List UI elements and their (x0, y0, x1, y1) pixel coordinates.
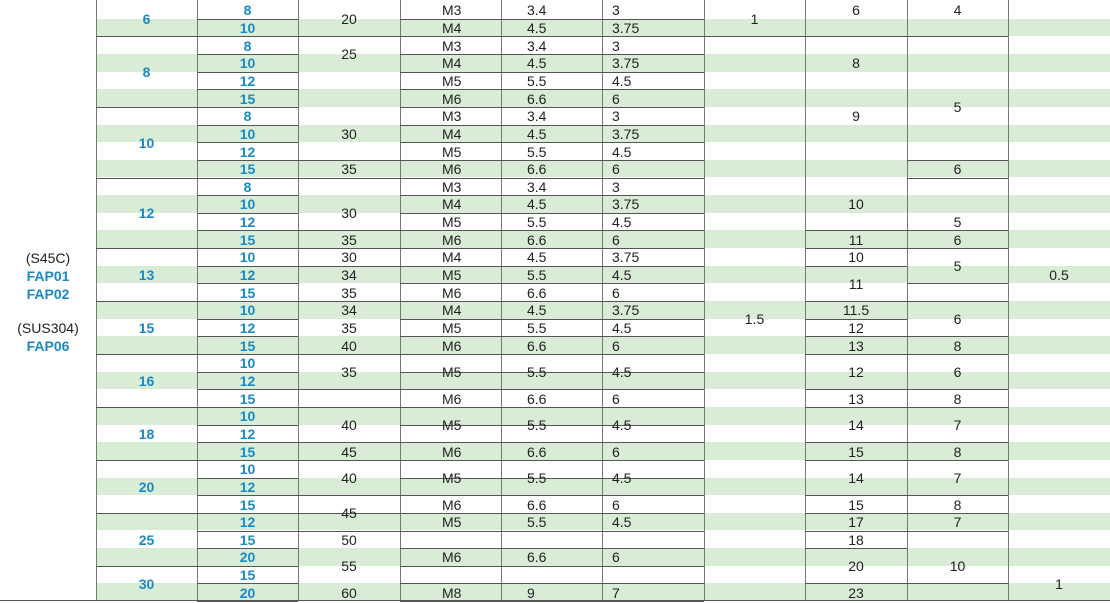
diameter-cell: 15 (138, 320, 155, 337)
width-cell: 17 (848, 514, 864, 531)
length-cell: 15 (239, 90, 256, 107)
thread-cell: M5 (442, 320, 462, 336)
thread-cell: M5 (442, 72, 462, 89)
thread-cell: M4 (442, 19, 462, 36)
column-divider (1008, 0, 1009, 601)
material-name: (S45C) (25, 250, 71, 266)
thread-cell: M3 (442, 178, 462, 195)
length-cell: 15 (239, 337, 256, 354)
pitch-cell: 34 (341, 302, 357, 319)
width-cell: 10 (848, 249, 864, 266)
counterbore-cell: 6 (612, 90, 620, 107)
length-cell: 10 (239, 355, 256, 372)
width-cell: 9 (852, 108, 860, 125)
length-cell: 12 (239, 214, 256, 231)
length-cell: 15 (239, 531, 256, 548)
part-code-fap02: FAP02 (26, 286, 70, 302)
counterbore-cell: 3.75 (612, 125, 640, 142)
hole-dia-cell: 5.5 (527, 514, 547, 531)
height-cell: 7 (953, 514, 962, 531)
hole-dia-cell: 4.5 (527, 302, 547, 319)
length-cell: 8 (243, 178, 252, 195)
diameter-cell: 16 (138, 372, 155, 389)
material-group-sus304 (0, 319, 96, 355)
pitch-cell: 30 (341, 125, 357, 142)
pitch-cell: 35 (341, 231, 357, 248)
hole-dia-cell: 4.5 (527, 19, 547, 36)
pitch-cell: 40 (341, 417, 357, 434)
thread-cell: M5 (442, 417, 462, 434)
hole-dia-cell: 6.6 (527, 284, 547, 301)
counterbore-cell: 3.75 (612, 249, 640, 266)
counterbore-cell: 7 (612, 584, 620, 601)
hole-dia-cell: 3.4 (527, 37, 547, 54)
length-cell: 10 (239, 302, 256, 319)
hole-dia-cell: 3.4 (527, 178, 547, 195)
length-cell: 12 (239, 143, 256, 160)
pitch-cell: 50 (341, 531, 357, 548)
hole-dia-cell: 3.4 (527, 108, 547, 125)
diameter-cell: 13 (138, 267, 155, 284)
pitch-cell: 30 (341, 205, 357, 222)
hole-dia-cell: 4.5 (527, 55, 547, 72)
width-cell: 6 (852, 2, 860, 19)
counterbore-cell: 3 (612, 178, 620, 195)
length-cell: 10 (239, 196, 256, 213)
hole-dia-cell: 5.5 (527, 470, 547, 487)
width-cell: 11.5 (842, 302, 870, 319)
length-cell: 15 (239, 161, 256, 178)
counterbore-cell: 4.5 (612, 364, 632, 381)
height-cell: 8 (953, 390, 962, 407)
width-cell: 15 (848, 496, 864, 513)
hole-dia-cell: 4.5 (527, 249, 547, 266)
counterbore-cell: 4.5 (612, 267, 632, 284)
thread-cell: M6 (442, 231, 462, 248)
length-cell: 8 (243, 37, 252, 54)
height-cell: 6 (953, 364, 962, 381)
thread-cell: M5 (442, 143, 462, 160)
counterbore-cell: 4.5 (612, 514, 632, 531)
length-cell: 12 (239, 372, 256, 389)
diameter-cell: 10 (138, 134, 155, 151)
hole-dia-cell: 6.6 (527, 231, 547, 248)
height-cell: 4 (953, 2, 962, 19)
hole-dia-cell: 5.5 (527, 417, 547, 434)
pitch-cell: 30 (341, 249, 357, 266)
thread-cell: M4 (442, 125, 462, 142)
thread-cell: M6 (442, 549, 462, 566)
width-cell: 15 (848, 443, 864, 460)
thread-cell: M6 (442, 90, 462, 107)
counterbore-cell: 3 (612, 2, 620, 19)
chamfer-cell: 1 (1055, 575, 1063, 592)
thread-cell: M4 (442, 196, 462, 213)
length-cell: 12 (239, 478, 256, 495)
thread-cell: M6 (442, 443, 462, 460)
hole-dia-cell: 3.4 (527, 2, 547, 19)
counterbore-cell: 4.5 (612, 417, 632, 434)
thread-cell: M6 (442, 390, 462, 407)
height-cell: 6 (953, 311, 962, 328)
hole-dia-cell: 6.6 (527, 390, 547, 407)
material-name: (SUS304) (17, 320, 79, 336)
pitch-cell: 35 (341, 364, 357, 381)
thread-cell: M8 (442, 584, 462, 601)
diameter-cell: 30 (138, 575, 155, 592)
pitch-cell: 45 (341, 443, 357, 460)
hole-dia-cell: 9 (527, 584, 535, 601)
thread-cell: M4 (442, 249, 462, 266)
height-cell: 5 (953, 258, 962, 275)
counterbore-cell: 4.5 (612, 72, 632, 89)
length-cell: 8 (243, 2, 252, 19)
height-cell: 8 (953, 496, 962, 513)
pitch-cell: 35 (341, 161, 357, 178)
length-cell: 10 (239, 55, 256, 72)
width-cell: 23 (848, 584, 864, 601)
row-divider (400, 601, 704, 602)
length-cell: 20 (239, 549, 256, 566)
thread-cell: M4 (442, 55, 462, 72)
table-bottom-border (0, 600, 1110, 601)
width-cell: 10 (848, 196, 864, 213)
pitch-cell: 34 (341, 267, 357, 284)
width-cell: 18 (848, 531, 864, 548)
part-code-fap06: FAP06 (26, 338, 70, 354)
length-cell: 8 (243, 108, 252, 125)
pitch-cell: 35 (341, 320, 357, 336)
row-divider (298, 178, 400, 179)
height-cell: 7 (953, 470, 962, 487)
hole-dia-cell: 5.5 (527, 72, 547, 89)
thread-cell: M5 (442, 364, 462, 381)
length-cell: 10 (239, 249, 256, 266)
width-cell: 20 (848, 558, 864, 575)
counterbore-cell: 4.5 (612, 320, 632, 336)
length-cell: 12 (239, 514, 256, 531)
hole-dia-cell: 5.5 (527, 364, 547, 381)
length-cell: 20 (239, 584, 256, 601)
thread-cell: M3 (442, 2, 462, 19)
width-cell: 12 (848, 320, 864, 336)
counterbore-cell: 3 (612, 37, 620, 54)
diameter-cell: 25 (138, 531, 155, 548)
thread-cell: M5 (442, 514, 462, 531)
hole-dia-cell: 4.5 (527, 125, 547, 142)
width-cell: 14 (848, 470, 864, 487)
length-cell: 10 (239, 408, 256, 425)
width-cell: 8 (852, 55, 860, 72)
length-cell: 10 (239, 19, 256, 36)
counterbore-cell: 3.75 (612, 19, 640, 36)
height-cell: 6 (953, 231, 962, 248)
diameter-cell: 20 (138, 478, 155, 495)
pitch-cell: 40 (341, 337, 357, 354)
diameter-cell: 12 (138, 205, 155, 222)
thread-cell: M3 (442, 37, 462, 54)
thread-cell: M6 (442, 337, 462, 354)
counterbore-cell: 6 (612, 231, 620, 248)
diameter-cell: 6 (142, 11, 151, 28)
diameter-cell: 8 (142, 64, 151, 81)
counterbore-cell: 6 (612, 161, 620, 178)
length-cell: 12 (239, 320, 256, 336)
length-cell: 10 (239, 125, 256, 142)
chamfer-cell: 0.5 (1049, 267, 1069, 284)
hole-dia-cell: 5.5 (527, 267, 547, 284)
counterbore-cell: 3.75 (612, 55, 640, 72)
hole-dia-cell: 4.5 (527, 196, 547, 213)
thread-cell: M5 (442, 214, 462, 231)
height-cell: 5 (953, 214, 962, 231)
part-code-fap01: FAP01 (26, 268, 70, 284)
pitch-cell: 25 (341, 46, 357, 63)
tol-cell: 1 (750, 11, 759, 28)
length-cell: 15 (239, 284, 256, 301)
row-divider (907, 283, 1008, 284)
pitch-cell: 20 (341, 11, 357, 28)
counterbore-cell: 6 (612, 284, 620, 301)
counterbore-cell: 6 (612, 337, 620, 354)
tol-cell: 1.5 (744, 311, 765, 328)
hole-dia-cell: 6.6 (527, 549, 547, 566)
height-cell: 8 (953, 337, 962, 354)
hole-dia-cell: 6.6 (527, 443, 547, 460)
length-cell: 15 (239, 443, 256, 460)
counterbore-cell: 6 (612, 496, 620, 513)
length-cell: 10 (239, 461, 256, 478)
hole-dia-cell: 5.5 (527, 320, 547, 336)
length-cell: 15 (239, 567, 256, 584)
length-cell: 12 (239, 425, 256, 442)
height-cell: 7 (953, 417, 962, 434)
counterbore-cell: 4.5 (612, 143, 632, 160)
hole-dia-cell: 5.5 (527, 214, 547, 231)
hole-dia-cell: 6.6 (527, 337, 547, 354)
counterbore-cell: 6 (612, 390, 620, 407)
width-cell: 13 (848, 337, 864, 354)
pitch-cell: 45 (341, 505, 357, 522)
counterbore-cell: 6 (612, 443, 620, 460)
length-cell: 15 (239, 496, 256, 513)
hole-dia-cell: 6.6 (527, 90, 547, 107)
pitch-cell: 35 (341, 284, 357, 301)
thread-cell: M4 (442, 302, 462, 319)
length-cell: 12 (239, 267, 256, 284)
row-divider (907, 178, 1008, 179)
height-cell: 8 (953, 443, 962, 460)
row-divider (704, 36, 805, 37)
row-divider (298, 389, 400, 390)
counterbore-cell: 3.75 (612, 302, 640, 319)
counterbore-cell: 4.5 (612, 214, 632, 231)
row-divider (197, 601, 298, 602)
height-cell: 5 (953, 99, 962, 116)
height-cell: 6 (953, 161, 962, 178)
thread-cell: M6 (442, 496, 462, 513)
length-cell: 15 (239, 390, 256, 407)
width-cell: 13 (848, 390, 864, 407)
material-group-s45c (0, 249, 96, 303)
width-cell: 11 (848, 231, 864, 248)
length-cell: 15 (239, 231, 256, 248)
thread-cell: M6 (442, 284, 462, 301)
hole-dia-cell: 6.6 (527, 161, 547, 178)
height-cell: 10 (949, 558, 966, 575)
thread-cell: M5 (442, 267, 462, 284)
counterbore-cell: 4.5 (612, 470, 632, 487)
pitch-cell: 40 (341, 470, 357, 487)
pitch-cell: 55 (341, 558, 357, 575)
thread-cell: M3 (442, 108, 462, 125)
hole-dia-cell: 6.6 (527, 496, 547, 513)
counterbore-cell: 6 (612, 549, 620, 566)
width-cell: 11 (848, 275, 864, 292)
thread-cell: M6 (442, 161, 462, 178)
pitch-cell: 60 (341, 584, 357, 601)
thread-cell: M5 (442, 470, 462, 487)
hole-dia-cell: 5.5 (527, 143, 547, 160)
length-cell: 12 (239, 72, 256, 89)
width-cell: 14 (848, 417, 864, 434)
diameter-cell: 18 (138, 425, 155, 442)
row-divider (907, 36, 1008, 37)
counterbore-cell: 3.75 (612, 196, 640, 213)
width-cell: 12 (848, 364, 864, 381)
counterbore-cell: 3 (612, 108, 620, 125)
